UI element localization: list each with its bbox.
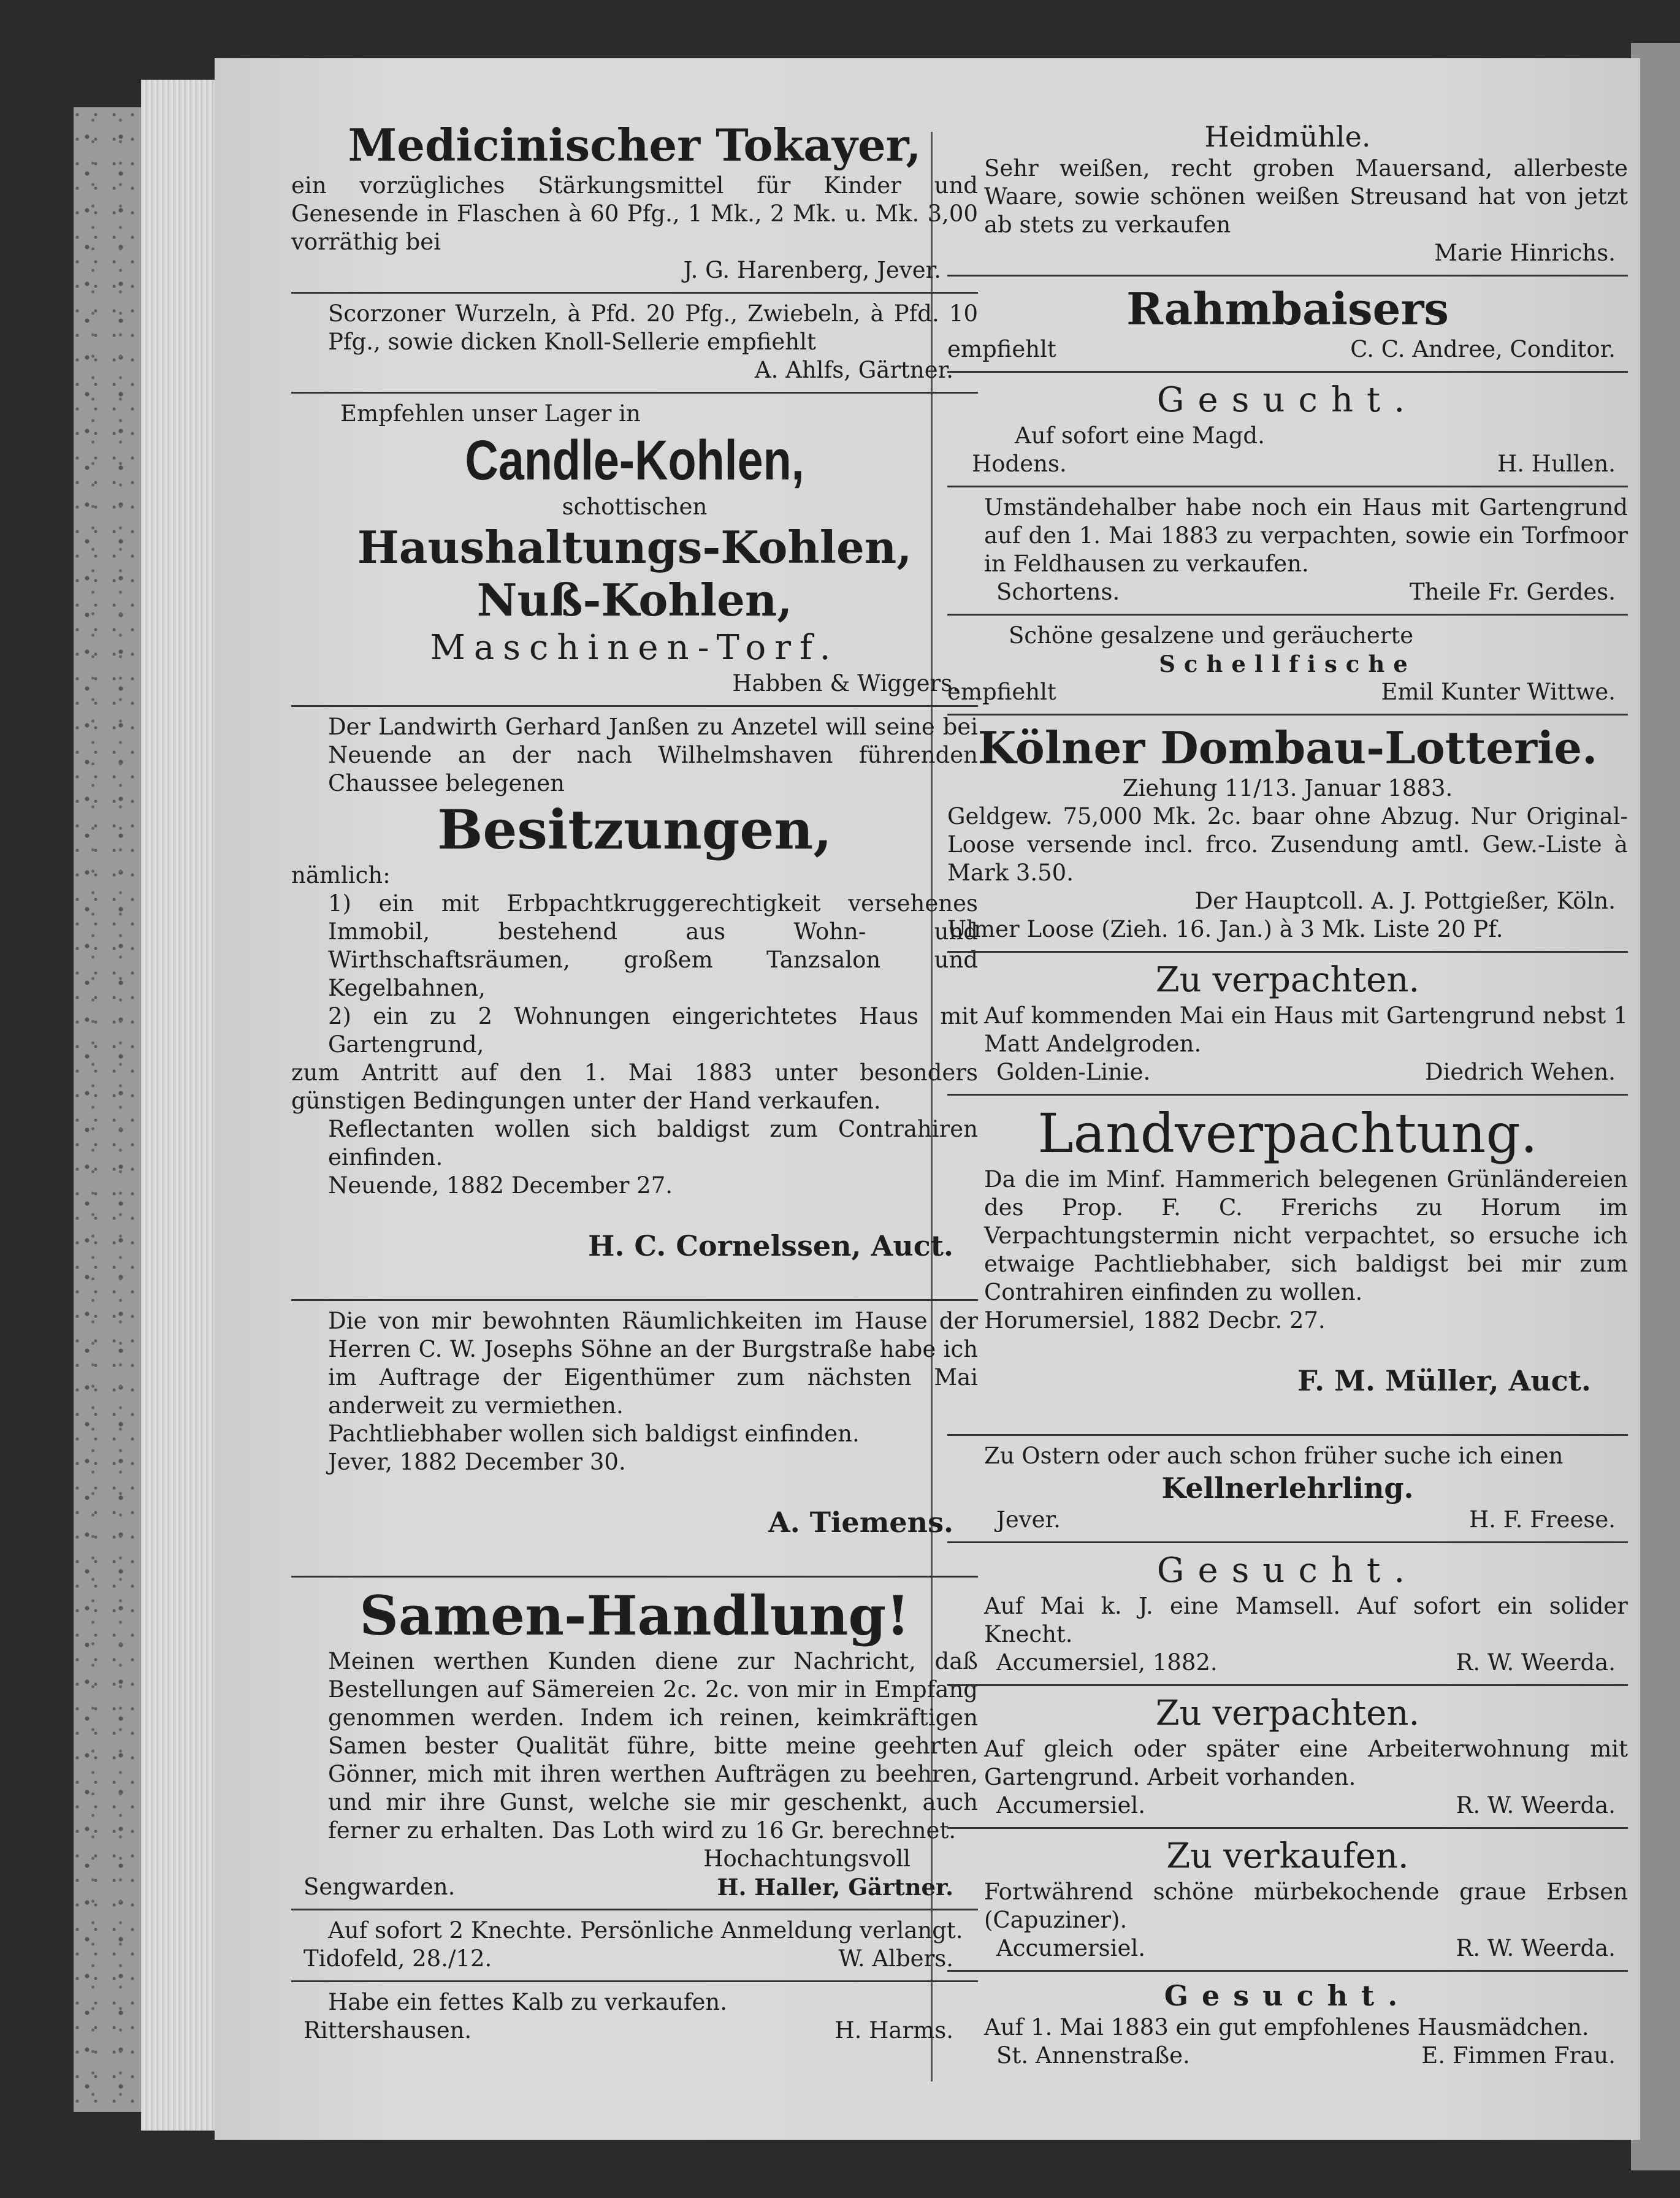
ad-signer: A. Ahlfs, Gärtner.: [754, 357, 953, 383]
ad-signer: Theile Fr. Gerdes.: [1409, 579, 1616, 605]
ad-place: St. Annenstraße.: [996, 2042, 1190, 2069]
ad-footer: [947, 1934, 1628, 1963]
ad-gesucht-2: [947, 1547, 1628, 1681]
ad-title-4: Maschinen-Torf.: [430, 628, 839, 668]
ad-kellner: [947, 1440, 1628, 1538]
ad-signer: H. F. Freese.: [1468, 1506, 1616, 1533]
ad-item-1: 1) ein mit Erbpachtkruggerechtigkeit versehenes Immobil, bestehend aus Wohn- und Wirthschaftsräumen, großem Tanzsalon und Kegelbahnen,: [328, 890, 978, 1001]
ad-verpachten-1: [947, 956, 1628, 1090]
ad-body: Geldgew. 75,000 Mk. 2c. baar ohne Abzug. Nur Original-Loose versende incl. frco. Zusendung amtl. Gew.-Liste à Mark 3.50.: [947, 803, 1628, 886]
ad-body: Die von mir bewohnten Räumlichkeiten im Hause der Herren C. W. Josephs Söhne an der Burgstraße habe ich im Auftrage der Eigenthümer zum nächsten Mai anderweit zu vermiethen.: [328, 1308, 978, 1419]
ad-place: Jever, 1882 December 30.: [328, 1449, 626, 1475]
ad-body: Scorzoner Wurzeln, à Pfd. 20 Pfg., Zwiebeln, à Pfd. 10 Pfg., sowie dicken Knoll-Sellerie empfiehlt: [328, 300, 978, 355]
ad-verkaufen: [947, 1833, 1628, 1966]
ad-signer: R. W. Weerda.: [1456, 1792, 1616, 1818]
ad-note: Ulmer Loose (Zieh. 16. Jan.) à 3 Mk. Liste 20 Pf.: [947, 916, 1503, 942]
right-column: [947, 116, 1628, 2074]
divider: [947, 951, 1628, 953]
ad-title: Landverpachtung.: [1037, 1102, 1538, 1165]
ad-title: Samen-Handlung!: [359, 1584, 910, 1647]
ad-title: Schellfische: [1159, 651, 1416, 677]
ad-footer: [947, 1649, 1628, 1677]
ad-verpachten-2: [947, 1690, 1628, 1823]
ad-place: Neuende, 1882 December 27.: [328, 1172, 673, 1199]
ad-item-2: 2) ein zu 2 Wohnungen eingerichtetes Haus mit Gartengrund,: [328, 1003, 978, 1058]
ad-title: Zu verkaufen.: [1166, 1836, 1409, 1876]
ad-footer: [291, 1873, 978, 1901]
divider: [291, 392, 978, 394]
ad-title: Heidmühle.: [1204, 120, 1371, 153]
ad-body: Auf sofort eine Magd.: [1015, 422, 1265, 449]
ad-title: Kölner Dombau-Lotterie.: [977, 722, 1598, 774]
ad-body: ein vorzügliches Stärkungsmittel für Kinder und Genesende in Flaschen à 60 Pfg., 1 Mk., 2 Mk. u. Mk. 3,00 vorräthig bei: [291, 172, 978, 255]
ad-label: nämlich:: [291, 862, 391, 888]
ad-intro: Schöne gesalzene und geräucherte: [1009, 622, 1414, 649]
ad-place: Hodens.: [972, 451, 1067, 477]
divider: [291, 1909, 978, 1910]
ad-raeumlichkeiten: [291, 1305, 978, 1572]
ad-footer: [947, 678, 1628, 706]
ad-body: Umständehalber habe noch ein Haus mit Gartengrund auf den 1. Mai 1883 zu verpachten, sowie ein Torfmoor in Feldhausen zu verkaufen.: [984, 494, 1628, 577]
ad-footer: [947, 1506, 1628, 1534]
ad-body: Sehr weißen, recht groben Mauersand, allerbeste Waare, sowie schönen weißen Streusand hat von jetzt ab stets zu verkaufen: [984, 155, 1628, 238]
ad-signer: H. Hullen.: [1497, 451, 1616, 477]
ad-signer: Marie Hinrichs.: [1434, 240, 1616, 266]
ad-signer: R. W. Weerda.: [1456, 1649, 1616, 1676]
ad-footer: [947, 1792, 1628, 1820]
ad-body: Auf sofort 2 Knechte. Persönliche Anmeldung verlangt.: [328, 1917, 963, 1944]
ad-rahmbaisers: [947, 280, 1628, 367]
ad-footer: [947, 2042, 1628, 2070]
ad-signer: C. C. Andree, Conditor.: [1350, 336, 1616, 362]
ad-body: Auf Mai k. J. eine Mamsell. Auf sofort ein solider Knecht.: [984, 1593, 1628, 1647]
left-column: [291, 116, 978, 2048]
ad-signer: Diedrich Wehen.: [1424, 1059, 1616, 1085]
ad-subtitle: schottischen: [562, 494, 708, 520]
ad-body: Da die im Minf. Hammerich belegenen Grünländereien des Prop. F. C. Frerichs zu Horum im Verpachtungstermin nicht verpachtet, so ersuche ich etwaige Pachtliebhaber, sich baldigst bei mir zum Contrahiren einfinden zu wollen.: [984, 1166, 1628, 1305]
divider: [947, 486, 1628, 487]
ad-place: Schortens.: [996, 579, 1120, 605]
divider: [947, 371, 1628, 373]
ad-heidmuehle: [947, 116, 1628, 271]
ad-title: Kellnerlehrling.: [1161, 1471, 1414, 1505]
ad-place: Horumersiel, 1882 Decbr. 27.: [984, 1307, 1326, 1334]
ad-signer: R. W. Weerda.: [1456, 1935, 1616, 1961]
ad-signer: Der Hauptcoll. A. J. Pottgießer, Köln.: [1194, 888, 1616, 914]
ad-samen: [291, 1581, 978, 1905]
ad-scorzoner: [291, 297, 978, 388]
ad-place: Tidofeld, 28./12.: [304, 1945, 492, 1972]
ad-place: Rittershausen.: [304, 2017, 472, 2043]
ad-gesucht-1: [947, 376, 1628, 482]
ad-intro: Empfehlen unser Lager in: [340, 400, 641, 427]
divider: [947, 1094, 1628, 1096]
ad-title: Zu verpachten.: [1155, 1693, 1420, 1733]
divider: [947, 714, 1628, 715]
ad-gesucht-3: [947, 1975, 1628, 2074]
ad-subtitle: Ziehung 11/13. Januar 1883.: [1122, 775, 1453, 801]
ad-footer: [947, 578, 1628, 606]
ad-greeting: Hochachtungsvoll: [703, 1845, 911, 1872]
ad-signer: H. Haller, Gärtner.: [717, 1874, 953, 1901]
ad-lotterie: [947, 719, 1628, 947]
ad-place: Sengwarden.: [304, 1874, 456, 1900]
ad-body: Auf gleich oder später eine Arbeiterwohnung mit Gartengrund. Arbeit vorhanden.: [984, 1736, 1628, 1790]
ad-intro: Der Landwirth Gerhard Janßen zu Anzetel will seine bei Neuende an der nach Wilhelmshaven führenden Chaussee belegenen: [328, 714, 978, 796]
ad-besitzungen: [291, 711, 978, 1296]
ad-footer: [947, 450, 1628, 478]
ad-signer: H. C. Cornelssen, Auct.: [588, 1229, 953, 1262]
ad-footer: [947, 335, 1628, 364]
ad-intro: Zu Ostern oder auch schon früher suche ich einen: [984, 1443, 1564, 1469]
ad-body: zum Antritt auf den 1. Mai 1883 unter besonders günstigen Bedingungen unter der Hand verkaufen.: [291, 1059, 978, 1114]
ad-title-2: Haushaltungs-Kohlen,: [357, 521, 912, 573]
divider: [291, 292, 978, 294]
ad-kalb: [291, 1986, 978, 2048]
ad-signer: Emil Kunter Wittwe.: [1381, 679, 1616, 705]
ad-place: Accumersiel.: [996, 1792, 1145, 1818]
ad-body: Habe ein fettes Kalb zu verkaufen.: [328, 1989, 728, 2015]
ad-signer: Habben & Wiggers.: [732, 670, 960, 696]
ad-place: Accumersiel.: [996, 1935, 1145, 1961]
ad-label: empfiehlt: [947, 336, 1056, 362]
divider: [291, 705, 978, 707]
ad-signer: J. G. Harenberg, Jever.: [683, 257, 941, 283]
ad-body: Fortwährend schöne mürbekochende graue Erbsen (Capuziner).: [984, 1879, 1628, 1933]
ad-signer: A. Tiemens.: [768, 1506, 953, 1539]
ad-title: Medicinischer Tokayer,: [348, 119, 922, 171]
ad-signer: F. M. Müller, Auct.: [1297, 1364, 1591, 1397]
ad-place: Golden-Linie.: [996, 1059, 1151, 1085]
divider: [947, 614, 1628, 616]
ad-signer: H. Harms.: [834, 2017, 953, 2043]
ad-signer: E. Fimmen Frau.: [1421, 2042, 1616, 2069]
ad-title: Rahmbaisers: [1126, 283, 1449, 335]
newspaper-page: [215, 58, 1640, 2140]
ad-place: Jever.: [996, 1506, 1061, 1533]
divider: [291, 1576, 978, 1578]
ad-title: Zu verpachten.: [1155, 960, 1420, 1000]
ad-umstaende: [947, 491, 1628, 610]
page-edges: [141, 80, 227, 2131]
ad-body: Auf kommenden Mai ein Haus mit Gartengrund nebst 1 Matt Andelgroden.: [984, 1002, 1628, 1057]
ad-schellfische: [947, 619, 1628, 710]
divider: [947, 1827, 1628, 1829]
ad-title: Gesucht.: [1164, 1979, 1411, 2012]
ad-note: Pachtliebhaber wollen sich baldigst einfinden.: [328, 1421, 860, 1447]
ad-place: Accumersiel, 1882.: [996, 1649, 1218, 1676]
divider: [947, 1434, 1628, 1436]
ad-footer: [291, 2017, 978, 2045]
ad-kohlen: [291, 397, 978, 701]
divider: [947, 1970, 1628, 1972]
ad-title: Candle-Kohlen,: [465, 429, 804, 492]
ad-signer: W. Albers.: [838, 1945, 953, 1972]
ad-footer: [291, 1945, 978, 1973]
divider: [291, 1299, 978, 1301]
ad-landverpachtung: [947, 1099, 1628, 1430]
ad-title: Gesucht.: [1156, 1551, 1419, 1590]
ad-body: Meinen werthen Kunden diene zur Nachricht, daß Bestellungen auf Sämereien 2c. 2c. von mir in Empfang genommen werden. Indem ich reinen, keimkräftigen Samen bester Qualität führe, bitte meine geehrten Gönner, mich mit ihren werthen Aufträgen zu beehren, und mir ihre Gunst, welche sie mir geschenkt, auch ferner zu erhalten. Das Loth wird zu 16 Gr. berechnet.: [328, 1648, 978, 1844]
divider: [947, 1684, 1628, 1686]
ad-title: Besitzungen,: [437, 798, 833, 861]
ad-tokayer: [291, 116, 978, 288]
ad-title-3: Nuß-Kohlen,: [476, 574, 793, 626]
ad-body: Auf 1. Mai 1883 ein gut empfohlenes Hausmädchen.: [984, 2014, 1589, 2040]
ad-footer: [947, 1058, 1628, 1086]
divider: [291, 1980, 978, 1982]
ad-knechte: [291, 1914, 978, 1977]
divider: [947, 1541, 1628, 1543]
ad-label: empfiehlt: [947, 679, 1056, 705]
ad-note: Reflectanten wollen sich baldigst zum Contrahiren einfinden.: [328, 1116, 978, 1170]
divider: [947, 275, 1628, 277]
ad-title: Gesucht.: [1156, 380, 1419, 420]
